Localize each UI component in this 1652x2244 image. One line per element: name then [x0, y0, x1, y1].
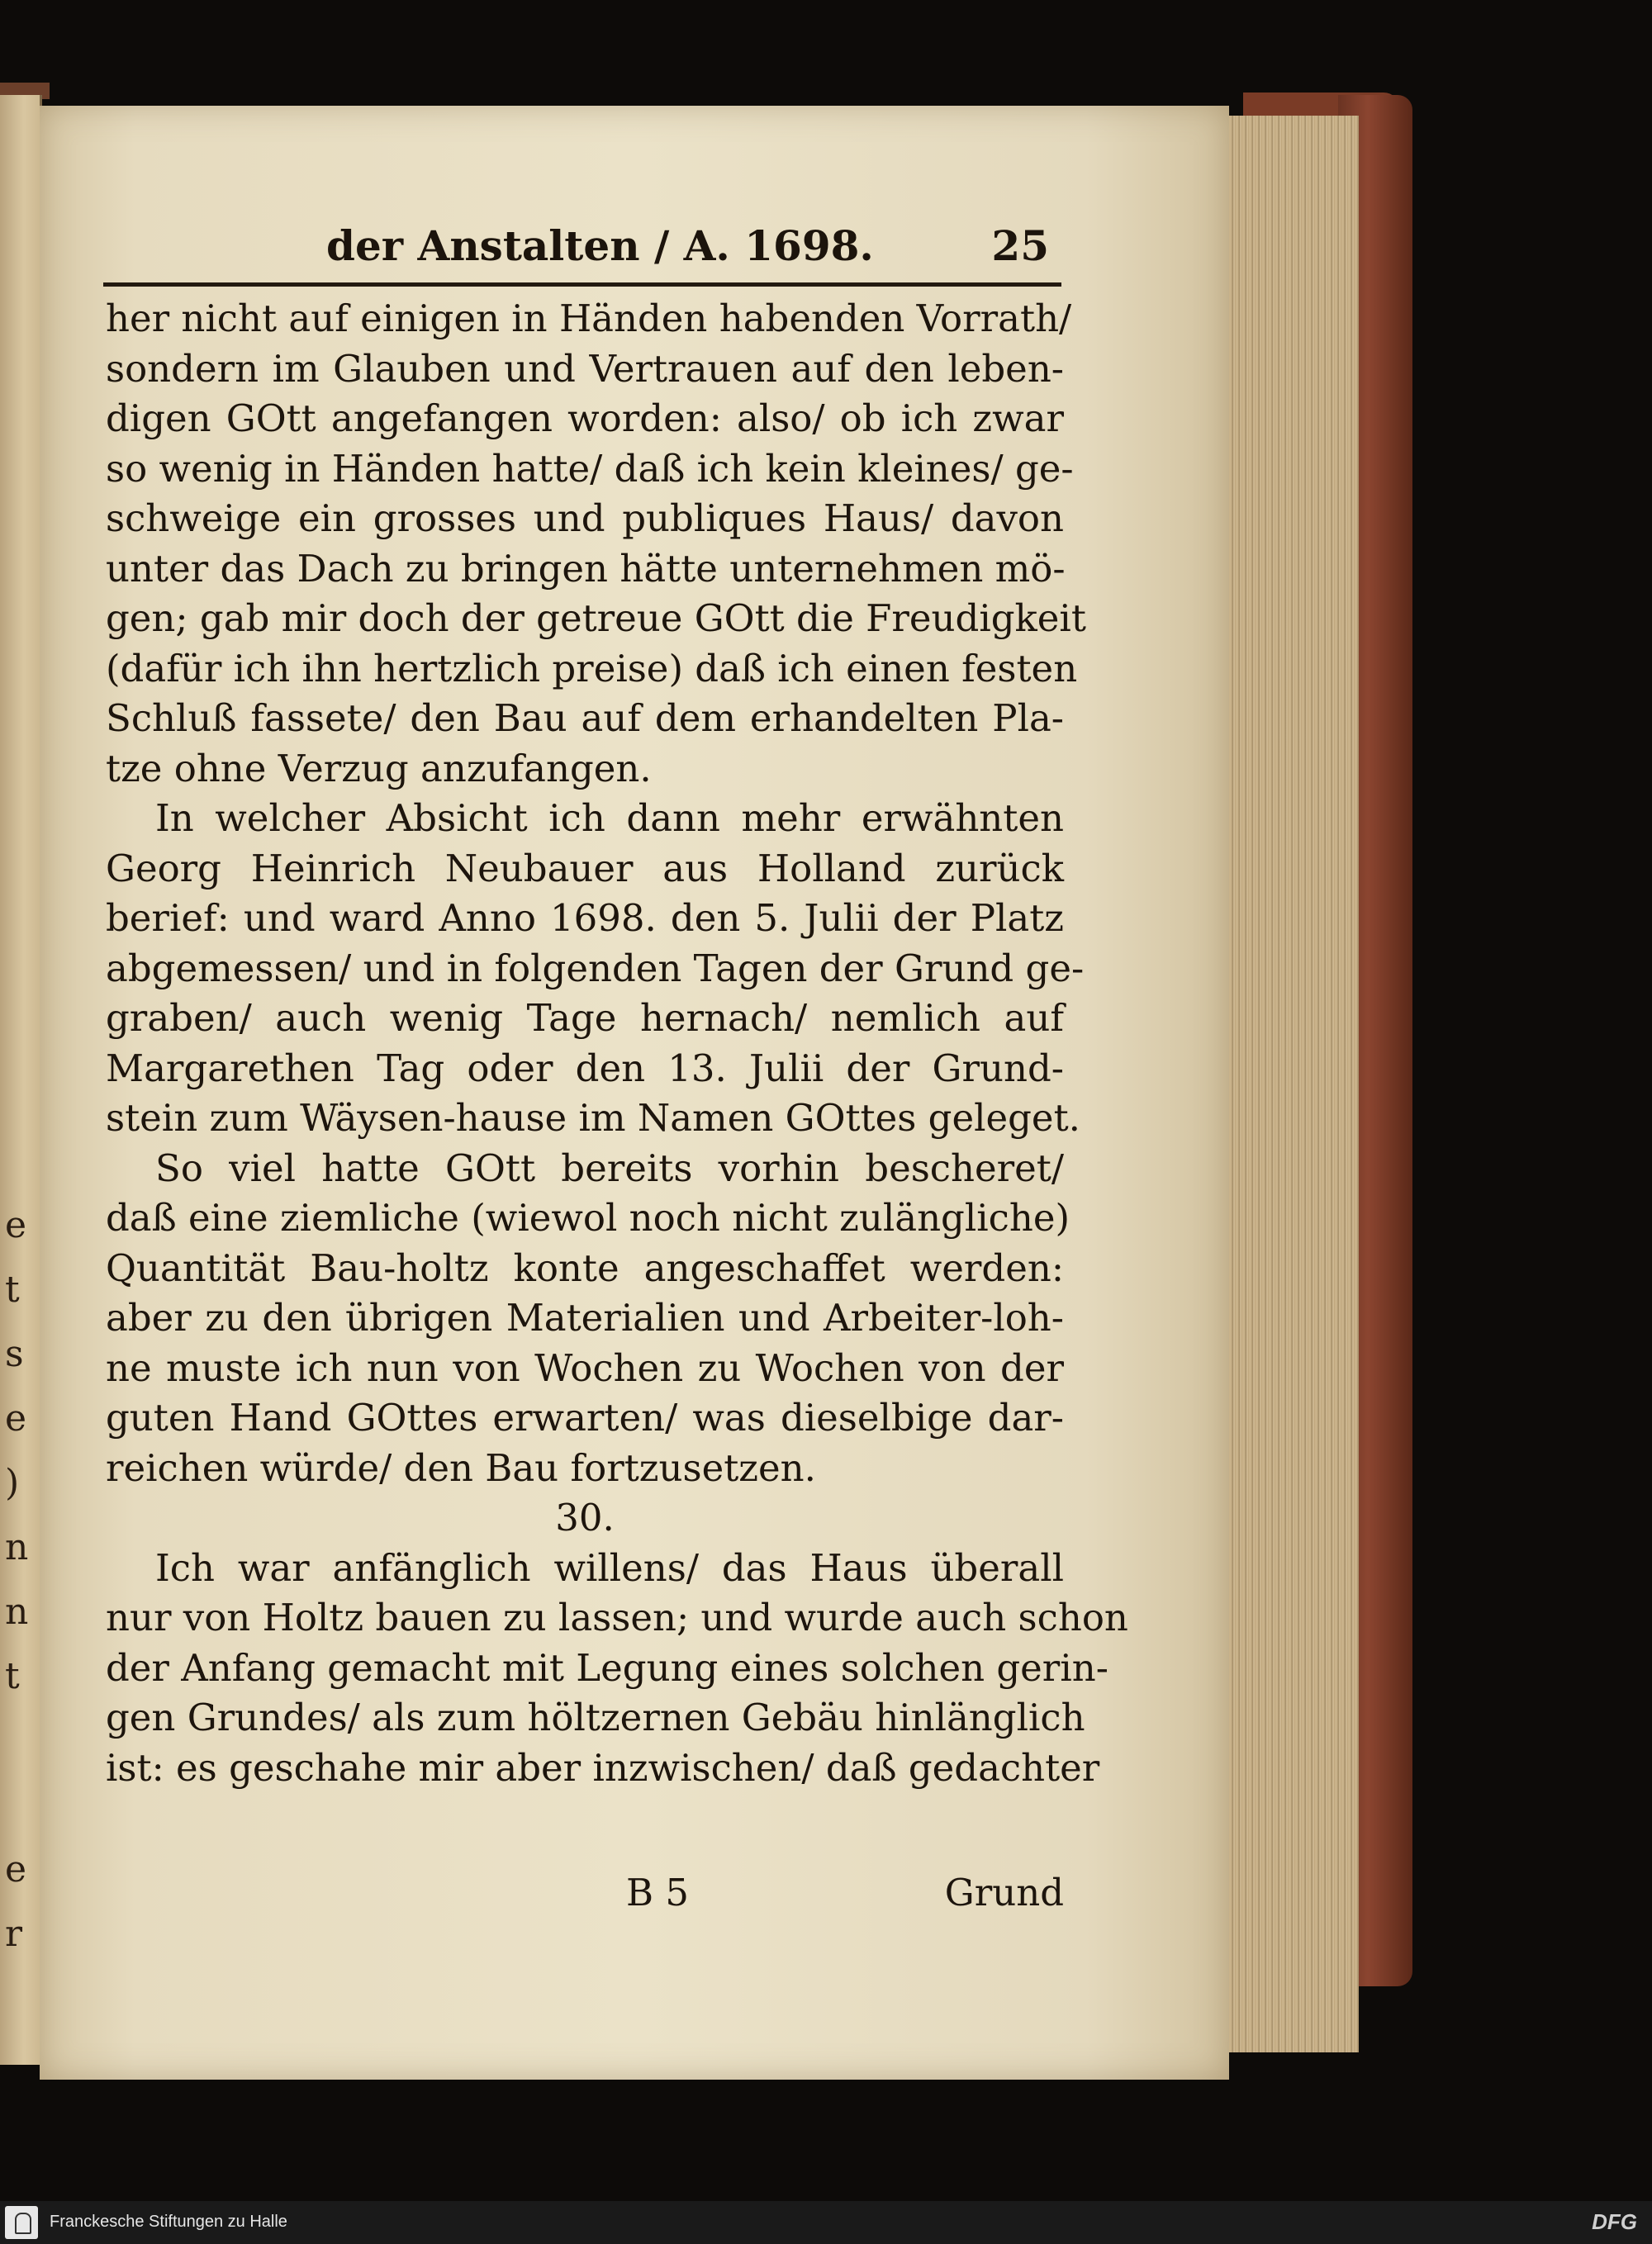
text-line: berief: und ward Anno 1698. den 5. Julii der Platz	[106, 896, 1064, 940]
text-line: ist: es geschahe mir aber inzwischen/ daß gedachter	[106, 1745, 1100, 1790]
running-head	[206, 213, 1066, 279]
text-line: stein zum Wäysen-hause im Namen GOttes geleget.	[106, 1096, 1080, 1140]
text-line: aber zu den übrigen Materialien und Arbeiter-loh-	[106, 1296, 1064, 1340]
text-line: digen GOtt angefangen worden: also/ ob ich zwar	[106, 396, 1064, 440]
left-fragment: e	[5, 1204, 27, 1246]
text-line: gen Grundes/ als zum höltzernen Gebäu hinlänglich	[106, 1696, 1085, 1739]
left-page-edge	[0, 95, 42, 2065]
header-rule	[103, 282, 1061, 287]
left-fragment: t	[5, 1655, 20, 1697]
left-fragment: s	[5, 1333, 24, 1375]
text-line: sondern im Glauben und Vertrauen auf den leben-	[106, 346, 1064, 391]
text-line: tze ohne Verzug anzufangen.	[106, 746, 652, 790]
left-page-fragments	[5, 1193, 30, 1966]
text-line: der Anfang gemacht mit Legung eines solchen gerin-	[106, 1645, 1108, 1690]
left-fragment: r	[5, 1913, 23, 1955]
page-fore-edge	[1221, 116, 1359, 2052]
page-number: 25	[991, 221, 1049, 270]
catchword: Grund	[944, 1871, 1064, 1914]
text-line: nur von Holtz bauen zu lassen; und wurde auch schon	[106, 1596, 1128, 1639]
credit-bar	[0, 2201, 1652, 2244]
text-line: guten Hand GOttes erwarten/ was dieselbige dar-	[106, 1396, 1064, 1440]
text-line: unter das Dach zu bringen hätte unternehmen mö-	[106, 546, 1066, 591]
text-line: Schluß fassete/ den Bau auf dem erhandelten Pla-	[106, 696, 1064, 740]
text-line: So viel hatte GOtt bereits vorhin bescheret/	[155, 1146, 1064, 1190]
text-line: so wenig in Händen hatte/ daß ich kein kleines/ ge-	[106, 446, 1074, 491]
text-line: Margarethen Tag oder den 13. Julii der Grund-	[106, 1046, 1064, 1090]
text-line: gen; gab mir doch der getreue GOtt die Freudigkeit	[106, 596, 1086, 640]
institution-logo-icon	[5, 2206, 38, 2239]
dfg-logo: DFG	[1592, 2209, 1637, 2234]
text-line: (dafür ich ihn hertzlich preise) daß ich einen festen	[106, 646, 1078, 690]
text-line: Georg Heinrich Neubauer aus Holland zurück	[106, 846, 1064, 890]
institution-credit: Franckesche Stiftungen zu Halle	[50, 2213, 287, 2231]
left-fragment: n	[5, 1526, 29, 1568]
section-number: 30.	[555, 1496, 615, 1539]
running-title: der Anstalten / A. 1698.	[326, 221, 874, 270]
left-fragment: e	[5, 1397, 27, 1440]
body-text	[106, 294, 1128, 1793]
left-fragment: )	[5, 1462, 20, 1504]
text-line: schweige ein grosses und publiques Haus/ davon	[106, 496, 1064, 540]
left-fragment: e	[5, 1848, 27, 1891]
text-line: abgemessen/ und in folgenden Tagen der Grund ge-	[106, 946, 1085, 990]
text-line: Quantität Bau-holtz konte angeschaffet werden:	[106, 1245, 1064, 1290]
text-line: ne muste ich nun von Wochen zu Wochen von der	[106, 1345, 1064, 1390]
page-foot	[106, 1871, 1064, 1920]
text-line: Ich war anfänglich willens/ das Haus überall	[155, 1545, 1064, 1590]
text-line: graben/ auch wenig Tage hernach/ nemlich auf	[106, 996, 1064, 1040]
text-line: her nicht auf einigen in Händen habenden Vorrath/	[106, 297, 1072, 340]
text-line: reichen würde/ den Bau fortzusetzen.	[106, 1445, 816, 1490]
text-line: In welcher Absicht ich dann mehr erwähnten	[155, 796, 1064, 840]
text-line: daß eine ziemliche (wiewol noch nicht zulängliche)	[106, 1196, 1070, 1240]
left-fragment: t	[5, 1269, 20, 1311]
signature-mark: B 5	[626, 1871, 690, 1914]
left-fragment: n	[5, 1591, 29, 1633]
